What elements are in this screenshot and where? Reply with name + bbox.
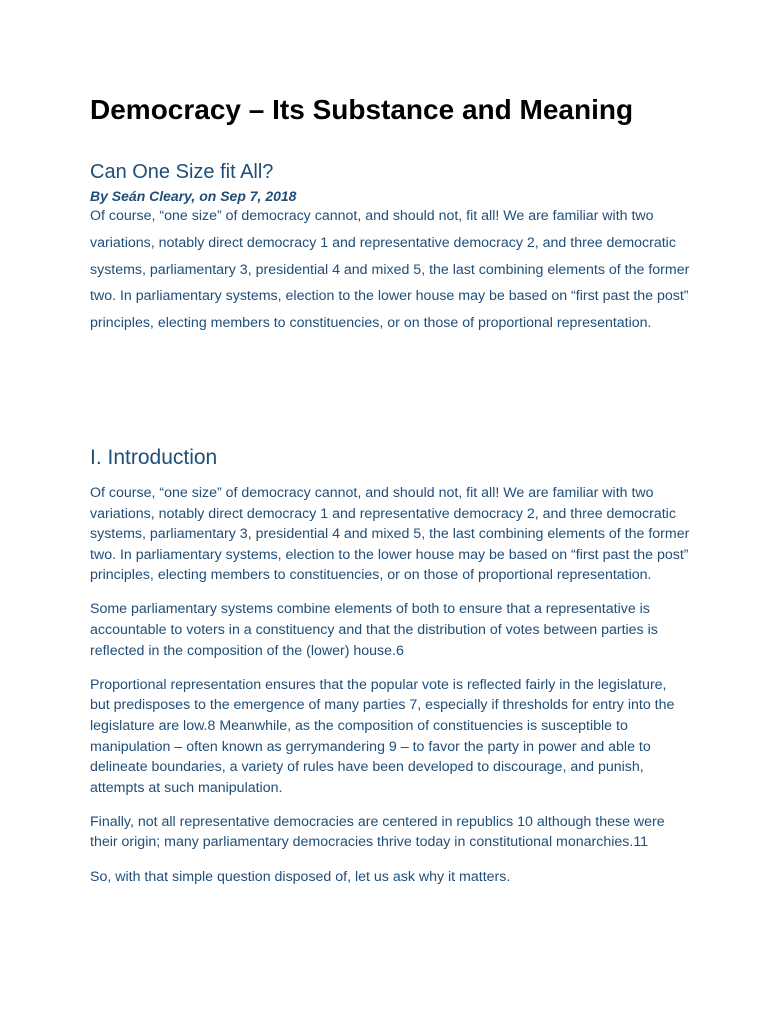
- page-title: Democracy – Its Substance and Meaning: [90, 94, 634, 125]
- intro-paragraph: Of course, “one size” of democracy cannot, and should not, fit all! We are familiar with two variations, notably direct democracy 1 and representative democracy 2, and three democratic systems, parliamentary 3, presidential 4 and mixed 5, the last combining elements of the former two. In parliamentary systems, election to the lower house may be based on “first past the post” principles, electing members to constituencies, or on those of proportional representation.: [90, 485, 690, 584]
- article-subtitle: Can One Size fit All?: [90, 161, 274, 183]
- section-heading-introduction: I. Introduction: [90, 446, 218, 469]
- intro-paragraph: Finally, not all representative democracies are centered in republics 10 although these were their origin; many parliamentary democracies thrive today in constitutional monarchies.11: [90, 813, 665, 851]
- intro-paragraph: Proportional representation ensures that the popular vote is reflected fairly in the legislature, but predisposes to the emergence of many parties 7, especially if thresholds for entry into the legislature are low.8 Meanwhile, as the composition of constituencies is susceptible to manipulation – often known as gerrymandering 9 – to favor the party in power and able to delineate boundaries, a variety of rules have been developed to discourage, and punish, attempts at such manipulation.: [90, 676, 675, 796]
- introduction-body: [90, 483, 690, 901]
- article-byline: By Seán Cleary, on Sep 7, 2018: [90, 188, 297, 204]
- lead-paragraph: Of course, “one size” of democracy cannot, and should not, fit all! We are familiar with two variations, notably direct democracy 1 and representative democracy 2, and three democratic systems, parliamentary 3, presidential 4 and mixed 5, the last combining elements of the former two. In parliamentary systems, election to the lower house may be based on “first past the post” principles, electing members to constituencies, or on those of proportional representation.: [90, 208, 690, 332]
- intro-paragraph: Some parliamentary systems combine elements of both to ensure that a representative is accountable to voters in a constituency and that the distribution of votes between parties is reflected in the composition of the (lower) house.6: [90, 601, 658, 659]
- intro-paragraph: So, with that simple question disposed of, let us ask why it matters.: [90, 868, 511, 885]
